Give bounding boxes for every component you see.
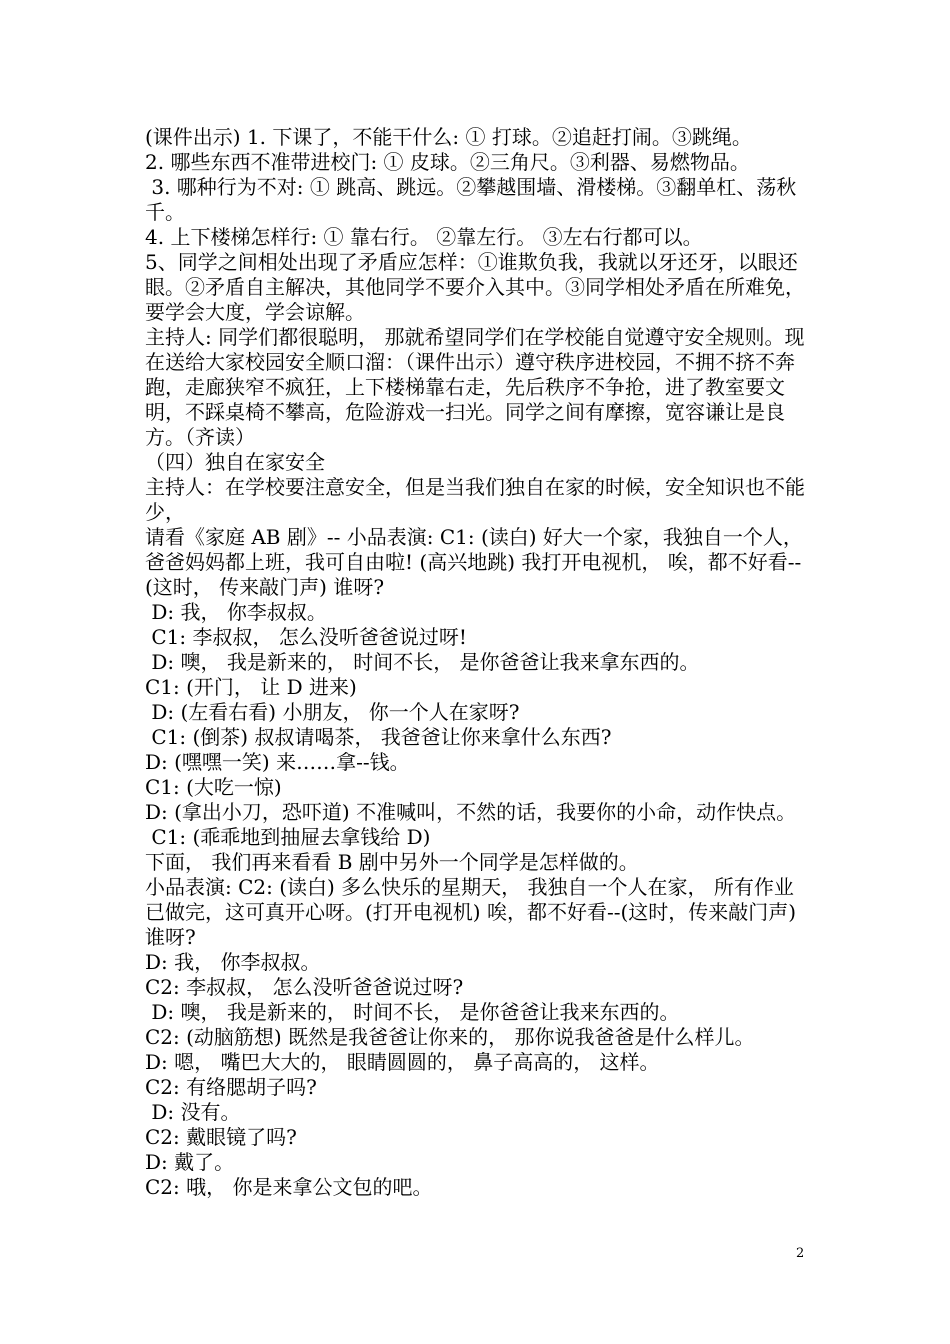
- text-paragraph: 2. 哪些东西不准带进校门: ① 皮球。②三角尺。③利器、易燃物品。: [145, 150, 750, 174]
- text-paragraph: 5、同学之间相处出现了矛盾应怎样：①谁欺负我，我就以牙还牙，以眼还眼。②矛盾自主解决，其他同学不要介入其中。③同学相处矛盾在所难免，要学会大度，学会谅解。: [145, 250, 805, 324]
- section-heading: （四）独自在家安全: [145, 450, 325, 474]
- dialogue-line: D: (左看右看) 小朋友， 你一个人在家呀?: [145, 700, 520, 724]
- text-paragraph: 主持人: 同学们都很聪明， 那就希望同学们在学校能自觉遵守安全规则。现在送给大家校园安全顺口溜：（课件出示）遵守秩序进校园，不拥不挤不奔跑，走廊狭窄不疯狂，上下楼梯靠右走，先后秩序不争抢，进了教室要文明，不踩桌椅不攀高，危险游戏一扫光。同学之间有摩擦，宽容谦让是良方。（齐读）: [145, 325, 805, 449]
- text-paragraph: (课件出示) 1. 下课了，不能干什么: ① 打球。②追赶打闹。③跳绳。: [145, 125, 752, 149]
- page-number: 2: [796, 1246, 805, 1261]
- text-paragraph: 主持人：在学校要注意安全，但是当我们独自在家的时候，安全知识也不能少，: [145, 475, 805, 524]
- text-paragraph: 3. 哪种行为不对: ① 跳高、跳远。②攀越围墙、滑楼梯。③翻单杠、荡秋千。: [145, 175, 797, 224]
- dialogue-line: D: 我， 你李叔叔。: [145, 600, 327, 624]
- dialogue-line: C2: (动脑筋想) 既然是我爸爸让你来的， 那你说我爸爸是什么样儿。: [145, 1025, 755, 1049]
- text-paragraph: 下面， 我们再来看看 B 剧中另外一个同学是怎样做的。: [145, 850, 639, 874]
- dialogue-line: C1: (开门， 让 D 进来): [145, 675, 357, 699]
- text-paragraph: 4. 上下楼梯怎样行: ① 靠右行。 ②靠左行。 ③左右行都可以。: [145, 225, 703, 249]
- dialogue-line: D: 嗯， 嘴巴大大的， 眼睛圆圆的， 鼻子高高的， 这样。: [145, 1050, 660, 1074]
- text-paragraph: 小品表演: C2: (读白) 多么快乐的星期天， 我独自一个人在家， 所有作业已做完，这可真开心呀。(打开电视机) 唉，都不好看--(这时，传来敲门声) 谁呀?: [145, 875, 803, 949]
- dialogue-line: C2: 戴眼镜了吗?: [145, 1125, 297, 1149]
- dialogue-line: D: 没有。: [145, 1100, 241, 1124]
- dialogue-line: C1: (倒茶) 叔叔请喝茶， 我爸爸让你来拿什么东西?: [145, 725, 612, 749]
- dialogue-line: D: 噢， 我是新来的， 时间不长， 是你爸爸让我来拿东西的。: [145, 650, 700, 674]
- dialogue-line: C2: 哦， 你是来拿公文包的吧。: [145, 1175, 433, 1199]
- dialogue-line: D: 戴了。: [145, 1150, 235, 1174]
- dialogue-line: C1: (大吃一惊): [145, 775, 282, 799]
- dialogue-line: C1: (乖乖地到抽屉去拿钱给 D): [145, 825, 431, 849]
- text-paragraph: 请看《家庭 AB 剧》-- 小品表演: C1: (读白) 好大一个家，我独自一个人， 爸爸妈妈都上班，我可自由啦! (高兴地跳) 我打开电视机， 唉，都不好看--(这时， 传来敲门声) 谁呀?: [145, 525, 810, 599]
- dialogue-line: D: 我， 你李叔叔。: [145, 950, 321, 974]
- document-body: [145, 125, 810, 1200]
- dialogue-line: C2: 李叔叔， 怎么没听爸爸说过呀?: [145, 975, 464, 999]
- dialogue-line: C2: 有络腮胡子吗?: [145, 1075, 317, 1099]
- dialogue-line: C1: 李叔叔， 怎么没听爸爸说过呀!: [145, 625, 467, 649]
- dialogue-line: D: (嘿嘿一笑) 来……拿--钱。: [145, 750, 410, 774]
- dialogue-line: D: (拿出小刀，恐吓道) 不准喊叫，不然的话，我要你的小命，动作快点。: [145, 800, 797, 824]
- dialogue-line: D: 噢， 我是新来的， 时间不长， 是你爸爸让我来东西的。: [145, 1000, 680, 1024]
